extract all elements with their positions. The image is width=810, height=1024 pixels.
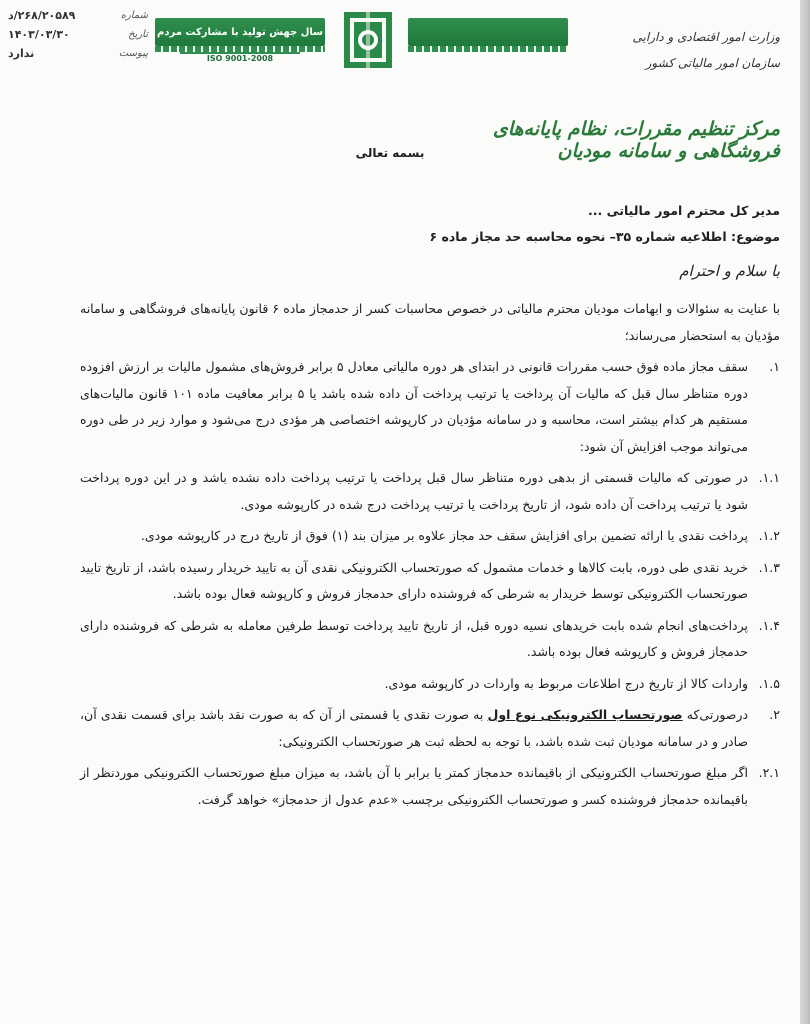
invoice-type-emphasis: صورتحساب الکترونیکی نوع اول [487, 707, 683, 722]
right-banner-stripes [408, 46, 568, 52]
date-value: ۱۴۰۳/۰۳/۳۰ [8, 28, 70, 41]
item-number: ۲.۱. [758, 765, 780, 780]
item-text: پرداخت‌های انجام شده بابت خریدهای نسیه دوره قبل، از تاریخ تایید پرداخت توسط طرفین معامله به شرطی که فروشنده دارای حدمجاز فروش و کارپوشه فعال بوده باشد. [80, 617, 748, 659]
tax-organization-emblem-icon [340, 8, 396, 72]
item-number: ۲. [769, 707, 780, 722]
ministry-block [580, 24, 780, 76]
item-text-before: درصورتی‌که [682, 707, 749, 722]
list-item [80, 671, 780, 698]
intro-paragraph: با عنایت به سئوالات و ابهامات مودیان محترم مالیاتی در خصوص محاسبات کسر از حدمجاز ماده ۶ قانون پایانه‌های فروشگاهی و سامانه مؤدیان به استحضار می‌رساند؛ [80, 301, 780, 343]
iso-label: ISO 9001-2008 [180, 52, 300, 70]
item-number: ۱.۵. [758, 675, 780, 691]
item-text: واردات کالا از تاریخ درج اطلاعات مربوط به واردات در کارپوشه مودی. [384, 675, 748, 691]
list-item [80, 613, 780, 666]
list-item [80, 354, 780, 460]
item-text: در صورتی که مالیات قسمتی از بدهی دوره متناظر سال قبل پرداخت یا ترتیب پرداخت داده نشده باشد و در این دوره پرداخت شود یا ترتیب پرداخت آن داده شود، از تاریخ پرداخت یا ترتیب پرداخت درج شده در کارپوشه مودی. [80, 470, 748, 512]
slogan-banner: سال جهش تولید با مشارکت مردم [155, 18, 325, 46]
center-title: مرکز تنظیم مقررات، نظام پایانه‌های فروشگاهی و سامانه مودیان [492, 118, 780, 162]
number-value: ۲۶۸/۲۰۵۸۹/د [8, 9, 76, 22]
list-item [80, 523, 780, 550]
list-item [80, 465, 780, 518]
list-item [80, 555, 780, 608]
item-text: خرید نقدی طی دوره، بابت کالاها و خدمات مشمول که صورتحساب الکترونیکی نقدی آن به تایید خریدار رسیده باشد، از تاریخ تایید صورتحساب الکترونیکی توسط خریدار به شرطی که فروشنده دارای حدمجاز فروش و کارپوشه فعال بوده باشد. [80, 559, 748, 601]
list-item [80, 760, 780, 813]
bismillah: بسمه تعالی [355, 146, 425, 160]
item-number: ۱.۲. [758, 528, 780, 543]
item-number: ۱.۳. [758, 559, 780, 575]
subject: موضوع: اطلاعیه شماره ۳۵– نحوه محاسبه حد مجاز ماده ۶ [429, 229, 780, 244]
number-label: شماره [120, 10, 148, 21]
page-edge-shadow [800, 0, 810, 1024]
item-text: اگر مبلغ صورتحساب الکترونیکی از باقیمانده حدمجاز کمتر یا برابر با آن باشد، به میزان مبلغ صورتحساب الکترونیکی موردنظر از باقیمانده حدمجاز فروشنده کسر و صورتحساب الکترونیکی برچسب «عدم عدول از حدمجاز» خواهد گرفت. [80, 765, 748, 807]
item-text [80, 702, 748, 755]
item-text-after: به صورت نقدی یا قسمتی از آن که به صورت نقد باشد برای قسمت نقدی آن، صادر و در سامانه مودیان ثبت شده باشد، با توجه به لحظه ثبت هر صورتحساب الکترونیکی: [80, 707, 748, 749]
letter-meta [8, 6, 148, 63]
letter-body [80, 296, 780, 818]
attachment-label: پیوست [118, 48, 148, 59]
item-number: ۱.۴. [758, 617, 780, 633]
ministry-name: وزارت امور اقتصادی و دارایی [632, 30, 780, 44]
right-banner [408, 18, 568, 46]
organization-name: سازمان امور مالیاتی کشور [645, 56, 780, 70]
attachment-value: ندارد [8, 47, 35, 60]
addressee: مدیر کل محترم امور مالیاتی ... [588, 203, 780, 218]
date-label: تاریخ [128, 29, 148, 40]
item-number: ۱. [769, 359, 780, 374]
addressee-block [80, 198, 780, 250]
greeting: با سلام و احترام [679, 262, 780, 280]
item-text: سقف مجاز ماده فوق حسب مقررات قانونی در ابتدای هر دوره مالیاتی معادل ۵ برابر فروش‌های مشمول مالیات بر ارزش افزوده دوره متناظر سال قبل که مالیات آن پرداخت یا ترتیب پرداخت آن داده شده باشد یا ۵ برابر معافیت ماده ۱۰۱ قانون مالیات‌های مستقیم هر کدام بیشتر است، محاسبه و در سامانه مؤدیان در کارپوشه اختصاصی هر مؤدی درج می‌شود و موارد زیر در طی دوره می‌تواند موجب افزایش آن شود: [80, 359, 749, 454]
item-text: پرداخت نقدی یا ارائه تضمین برای افزایش سقف حد مجاز علاوه بر میزان بند (۱) فوق از تاریخ درج در کارپوشه مودی. [140, 528, 748, 543]
item-number: ۱.۱. [758, 470, 780, 485]
list-item [80, 702, 780, 755]
